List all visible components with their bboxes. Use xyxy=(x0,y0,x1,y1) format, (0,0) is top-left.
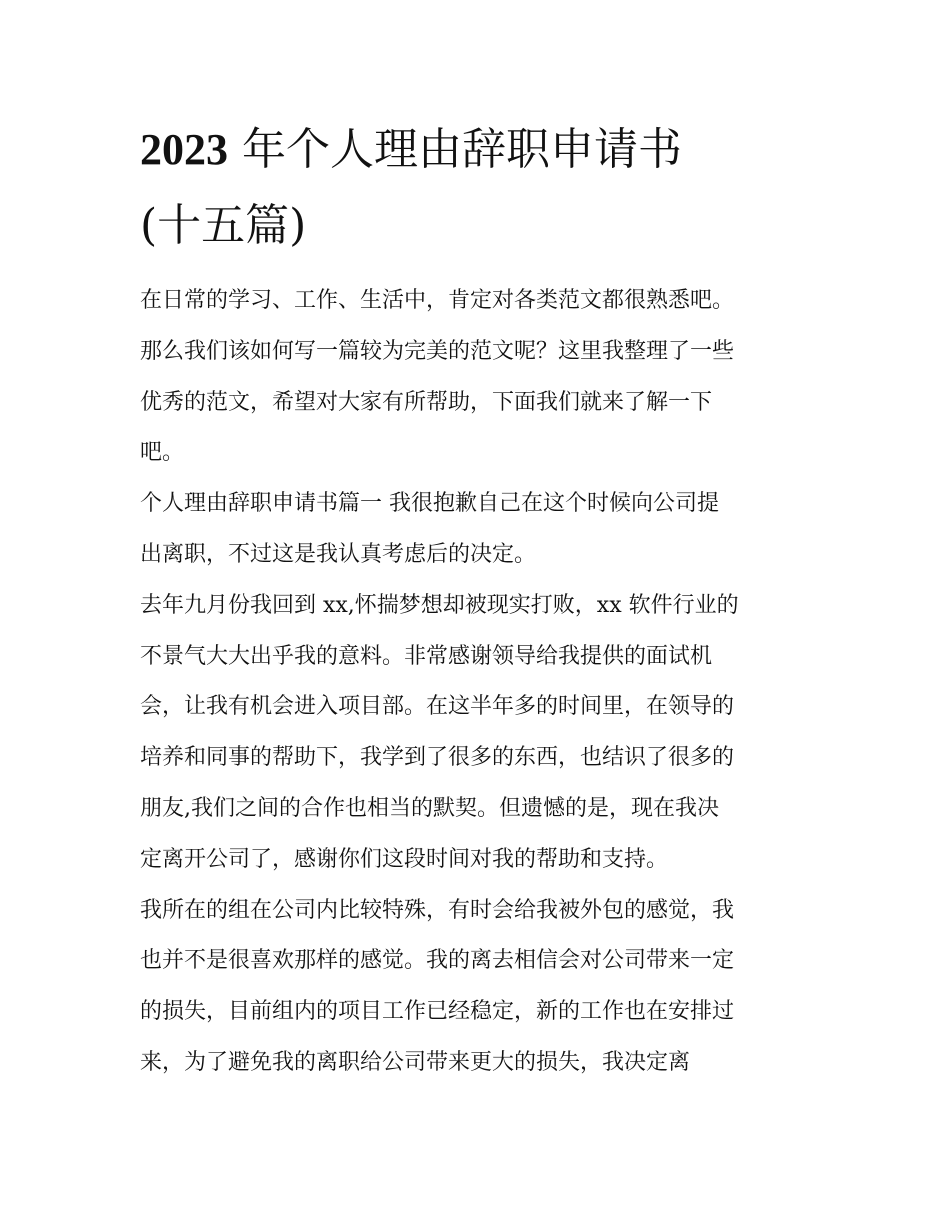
body-line: 培养和同事的帮助下，我学到了很多的东西，也结识了很多的 xyxy=(140,745,735,771)
title-line-1 xyxy=(140,112,830,188)
body-line: 来，为了避免我的离职给公司带来更大的损失，我决定离 xyxy=(140,1049,691,1075)
body-line: 的损失，目前组内的项目工作已经稳定，新的工作也在安排过 xyxy=(140,999,735,1025)
title-line-2: (十五篇) xyxy=(140,200,307,251)
body-line: 个人理由辞职申请书篇一 我很抱歉自己在这个时候向公司提 xyxy=(140,491,719,517)
body-line: 那么我们该如何写一篇较为完美的范文呢？这里我整理了一些 xyxy=(140,338,735,364)
body-line: 优秀的范文，希望对大家有所帮助，下面我们就来了解一下 xyxy=(140,389,713,415)
body-line: 吧。 xyxy=(140,440,185,466)
body-line: 在日常的学习、工作、生活中，肯定对各类范文都很熟悉吧。 xyxy=(140,288,735,313)
body-line: 不景气大大出乎我的意料。非常感谢领导给我提供的面试机 xyxy=(140,643,713,669)
body-line: 定离开公司了，感谢你们这段时间对我的帮助和支持。 xyxy=(140,846,669,872)
body-line: 出离职，不过这是我认真考虑后的决定。 xyxy=(140,541,537,567)
body-line: 也并不是很喜欢那样的感觉。我的离去相信会对公司带来一定 xyxy=(140,948,735,974)
body-line: 我所在的组在公司内比较特殊，有时会给我被外包的感觉，我 xyxy=(140,897,735,923)
title-year: 2023 xyxy=(140,125,228,174)
document-title xyxy=(140,112,830,264)
title-text: 年个人理由辞职申请书 xyxy=(242,124,682,175)
body-line: 去年九月份我回到 xx,怀揣梦想却被现实打败，xx 软件行业的 xyxy=(140,592,739,618)
document-body xyxy=(140,276,820,1089)
body-line: 会，让我有机会进入项目部。在这半年多的时间里，在领导的 xyxy=(140,694,735,720)
body-line: 朋友,我们之间的合作也相当的默契。但遗憾的是，现在我决 xyxy=(140,795,719,821)
